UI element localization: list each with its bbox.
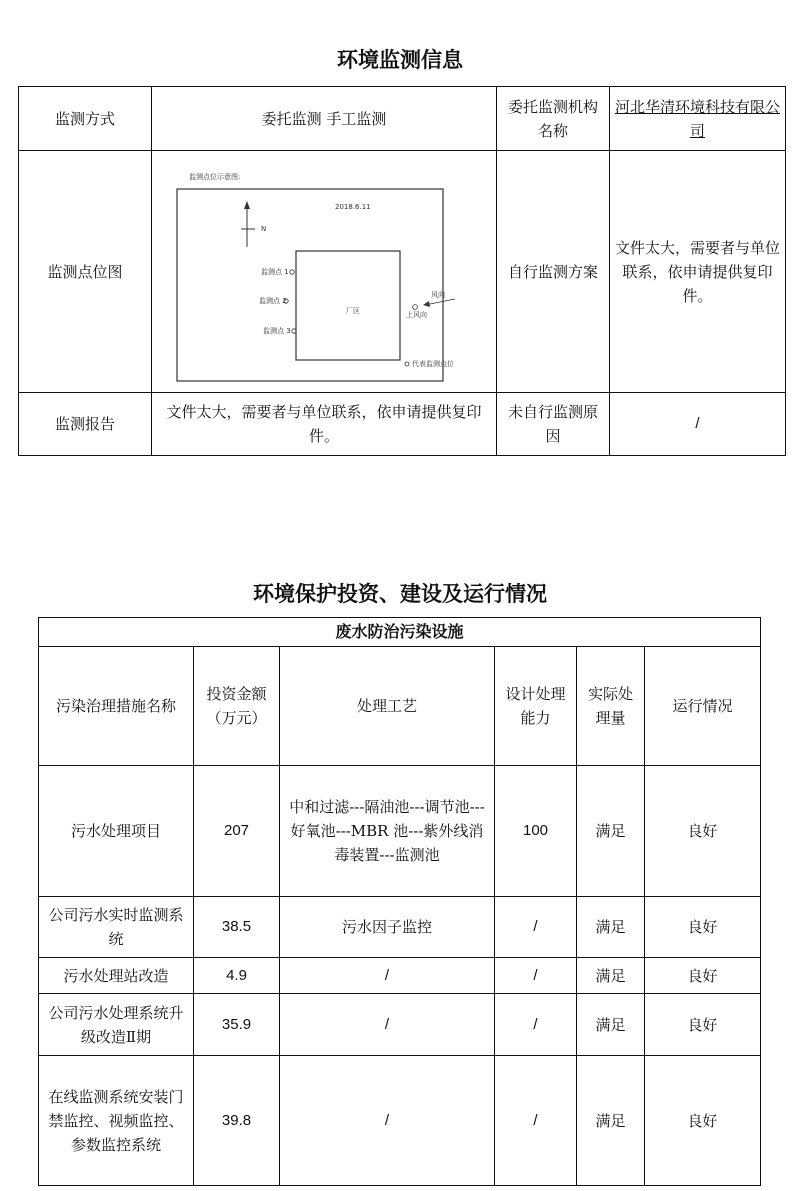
table-row [39,766,761,897]
measure-name: 公司污水实时监测系统 [39,897,194,958]
header-investment: 投资金额（万元） [194,647,280,766]
operation-status: 良好 [645,897,761,958]
header-design-capacity: 设计处理能力 [495,647,577,766]
header-process: 处理工艺 [280,647,495,766]
investment-amount: 38.5 [194,897,280,958]
monitoring-point-2: 监测点 2 [259,296,287,305]
investment-amount: 35.9 [194,994,280,1056]
site-map-cell [152,151,497,393]
site-label: 监测点位图 [19,151,152,393]
upwind-label: 上风向 [406,310,427,319]
header-actual-volume: 实际处理量 [577,647,645,766]
monitoring-point-1: 监测点 1 [261,267,289,276]
wastewater-subtitle: 废水防治污染设施 [39,618,761,647]
measure-name: 污水处理站改造 [39,958,194,994]
design-capacity: / [495,958,577,994]
operation-status: 良好 [645,958,761,994]
monitoring-info-table [18,86,786,456]
design-capacity: 100 [495,766,577,897]
north-label: N [261,224,267,233]
operation-status: 良好 [645,1056,761,1186]
process: 中和过滤---隔油池---调节池---好氧池---MBR 池---紫外线消毒装置---监测池 [280,766,495,897]
section1-title: 环境监测信息 [337,48,463,72]
reason-value: / [610,393,786,456]
header-operation-status: 运行情况 [645,647,761,766]
table-row [39,1056,761,1186]
monitoring-point-3: 监测点 3 [263,326,291,335]
actual-volume: 满足 [577,958,645,994]
agency-value[interactable]: 河北华清环境科技有限公司 [610,87,786,151]
investment-amount: 39.8 [194,1056,280,1186]
measure-name: 在线监测系统安装门禁监控、视频监控、参数监控系统 [39,1056,194,1186]
method-label: 监测方式 [19,87,152,151]
investment-amount: 4.9 [194,958,280,994]
reason-label: 未自行监测原因 [497,393,610,456]
actual-volume: 满足 [577,897,645,958]
design-capacity: / [495,1056,577,1186]
plan-value: 文件太大，需要者与单位联系，依申请提供复印件。 [610,151,786,393]
table-row [39,958,761,994]
table-row [39,897,761,958]
report-label: 监测报告 [19,393,152,456]
investment-amount: 207 [194,766,280,897]
process: / [280,958,495,994]
site-map [163,159,485,385]
operation-status: 良好 [645,994,761,1056]
site-map-date: 2018.6.11 [335,202,371,211]
design-capacity: / [495,897,577,958]
operation-status: 良好 [645,766,761,897]
actual-volume: 满足 [577,994,645,1056]
plant-area-label: 厂区 [346,306,360,315]
measure-name: 公司污水处理系统升级改造Ⅱ期 [39,994,194,1056]
actual-volume: 满足 [577,1056,645,1186]
process: / [280,994,495,1056]
table-row [39,994,761,1056]
report-value: 文件太大，需要者与单位联系，依申请提供复印件。 [152,393,497,456]
wastewater-facilities-table [38,617,761,1186]
design-capacity: / [495,994,577,1056]
method-value: 委托监测 手工监测 [152,87,497,151]
process: / [280,1056,495,1186]
plan-label: 自行监测方案 [497,151,610,393]
site-map-legend: 代表监测点位 [412,359,454,368]
measure-name: 污水处理项目 [39,766,194,897]
process: 污水因子监控 [280,897,495,958]
site-map-title: 监测点位示意图: [189,172,241,181]
actual-volume: 满足 [577,766,645,897]
header-measure-name: 污染治理措施名称 [39,647,194,766]
agency-label: 委托监测机构名称 [497,87,610,151]
wind-direction-label: 风向 [431,290,445,299]
site-map-drawing [163,159,485,385]
section2-title: 环境保护投资、建设及运行情况 [253,582,547,606]
